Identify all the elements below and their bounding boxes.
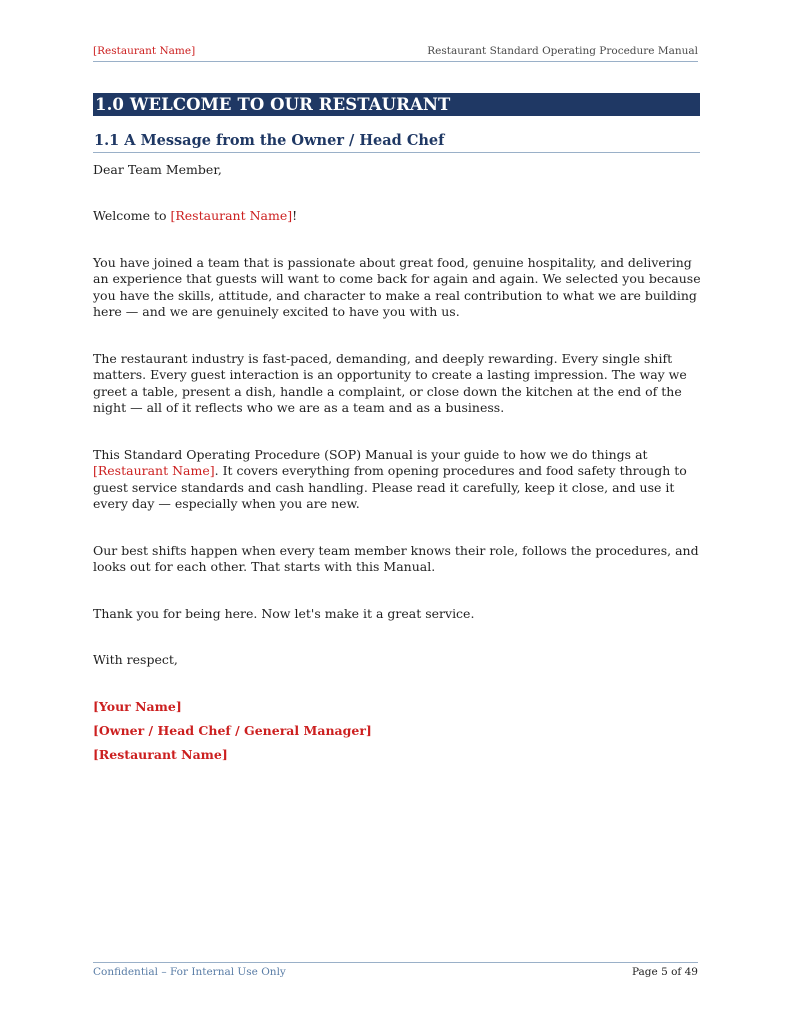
welcome-restaurant-name: [Restaurant Name] — [170, 208, 293, 223]
paragraph-1: You have joined a team that is passionate about great food, genuine hospitality, and delivering an experience that guests will want to come back for again and again. We selected you because you have the skills, attitude, and character to make a real contribution to what we are building here — and we are genuinely excited to have you with us. — [93, 255, 701, 319]
header-manual-title: Restaurant Standard Operating Procedure Manual — [427, 45, 698, 57]
welcome-line — [93, 208, 703, 224]
signature-role: [Owner / Head Chef / General Manager] — [93, 723, 372, 738]
section-heading: 1.0 WELCOME TO OUR RESTAURANT — [93, 93, 700, 116]
p3-restaurant-name: [Restaurant Name] — [93, 463, 215, 479]
subsection-heading: 1.1 A Message from the Owner / Head Chef — [93, 131, 700, 153]
page-footer — [93, 962, 698, 983]
welcome-suffix: ! — [292, 208, 298, 223]
paragraph-4: Our best shifts happen when every team member knows their role, follows the procedures, and looks out for each other. That starts with this Manual. — [93, 543, 699, 575]
paragraph-5: Thank you for being here. Now let's make it a great service. — [93, 606, 475, 621]
p3-prefix: This Standard Operating Procedure (SOP) Manual is your guide to how we do things at — [93, 447, 648, 462]
welcome-prefix: Welcome to — [93, 208, 171, 223]
paragraph-3 — [93, 447, 703, 512]
footer-confidential: Confidential – For Internal Use Only — [93, 966, 286, 978]
salutation: Dear Team Member, — [93, 162, 222, 177]
signature-restaurant: [Restaurant Name] — [93, 747, 228, 762]
paragraph-2: The restaurant industry is fast-paced, demanding, and deeply rewarding. Every single shift matters. Every guest interaction is an opportunity to create a lasting impression. The way we greet a table, present a dish, handle a complaint, or close down the kitchen at the end of the night — all of it reflects who we are as a team and as a business. — [93, 351, 687, 415]
page-number: Page 5 of 49 — [631, 966, 698, 978]
p3-suffix: . It covers everything from opening procedures and food safety through to guest service standards and cash handling. Please read it carefully, keep it close, and use it every day — especially when you are new. — [93, 463, 687, 511]
signature-name: [Your Name] — [93, 699, 182, 714]
closing: With respect, — [93, 652, 178, 667]
header-restaurant-name: [Restaurant Name] — [93, 45, 196, 57]
page-header — [93, 44, 698, 62]
